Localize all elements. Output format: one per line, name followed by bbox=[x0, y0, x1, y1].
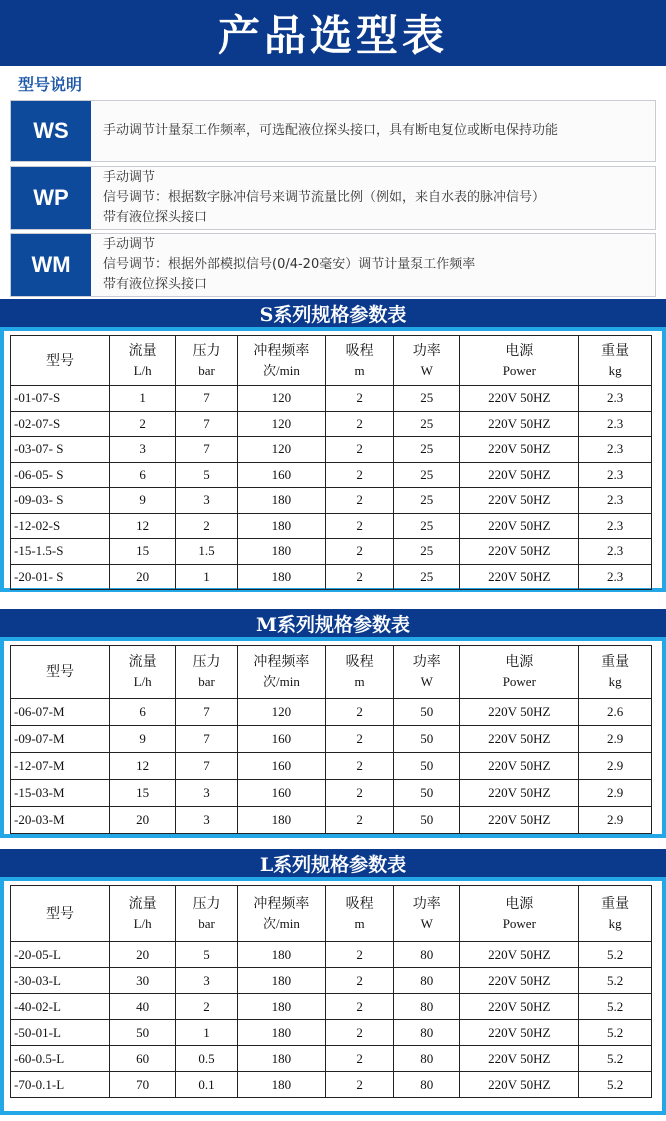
column-header bbox=[11, 336, 110, 386]
table-cell: 120 bbox=[237, 437, 325, 463]
spec-table-frame bbox=[0, 327, 666, 592]
column-header bbox=[176, 646, 238, 699]
table-cell: 20 bbox=[110, 807, 176, 834]
model-cell: -01-07-S bbox=[11, 386, 110, 412]
series-title: L系列规格参数表 bbox=[0, 849, 666, 877]
table-cell: 1 bbox=[176, 1020, 238, 1046]
table-cell: 180 bbox=[237, 513, 325, 539]
model-cell: -70-0.1-L bbox=[11, 1072, 110, 1098]
table-row bbox=[11, 462, 652, 488]
table-cell: 120 bbox=[237, 699, 325, 726]
table-cell: 2.3 bbox=[579, 513, 652, 539]
table-cell: 220V 50HZ bbox=[460, 968, 579, 994]
column-header-label: 功率 bbox=[412, 342, 441, 359]
column-header-label: 流量 bbox=[128, 895, 157, 912]
column-header-label: 型号 bbox=[46, 664, 75, 680]
table-cell: 9 bbox=[110, 488, 176, 514]
table-cell: 2 bbox=[325, 539, 393, 565]
column-header bbox=[11, 646, 110, 699]
table-cell: 7 bbox=[176, 699, 238, 726]
table-header-row bbox=[11, 886, 652, 942]
column-header bbox=[579, 886, 652, 942]
table-cell: 220V 50HZ bbox=[460, 942, 579, 968]
table-cell: 50 bbox=[394, 699, 460, 726]
table-cell: 5.2 bbox=[579, 968, 652, 994]
table-cell: 7 bbox=[176, 437, 238, 463]
model-description-line: 带有液位探头接口 bbox=[103, 210, 208, 225]
column-header bbox=[460, 646, 579, 699]
table-cell: 2.3 bbox=[579, 411, 652, 437]
table-cell: 2 bbox=[325, 807, 393, 834]
table-cell: 5.2 bbox=[579, 994, 652, 1020]
table-cell: 20 bbox=[110, 942, 176, 968]
table-cell: 2 bbox=[325, 462, 393, 488]
spec-table-frame bbox=[0, 637, 666, 838]
table-row bbox=[11, 1046, 652, 1072]
table-row bbox=[11, 513, 652, 539]
table-cell: 5.2 bbox=[579, 1046, 652, 1072]
table-cell: 3 bbox=[176, 488, 238, 514]
table-cell: 220V 50HZ bbox=[460, 1020, 579, 1046]
table-row bbox=[11, 699, 652, 726]
table-cell: 180 bbox=[237, 968, 325, 994]
table-cell: 40 bbox=[110, 994, 176, 1020]
column-header-unit: Power bbox=[502, 362, 536, 378]
table-cell: 120 bbox=[237, 386, 325, 412]
table-cell: 50 bbox=[394, 780, 460, 807]
table-cell: 80 bbox=[394, 1072, 460, 1098]
table-cell: 2 bbox=[325, 386, 393, 412]
table-row bbox=[11, 780, 652, 807]
column-header-unit: L/h bbox=[133, 674, 152, 689]
model-row-wm bbox=[10, 233, 656, 297]
column-header-label: 重量 bbox=[601, 342, 630, 359]
column-header bbox=[237, 886, 325, 942]
column-header bbox=[237, 646, 325, 699]
table-cell: 7 bbox=[176, 753, 238, 780]
table-cell: 50 bbox=[110, 1020, 176, 1046]
table-cell: 5.2 bbox=[579, 942, 652, 968]
spec-table-frame bbox=[0, 877, 666, 1115]
column-header-unit: W bbox=[420, 674, 433, 689]
table-row bbox=[11, 564, 652, 590]
table-cell: 220V 50HZ bbox=[460, 539, 579, 565]
column-header bbox=[11, 886, 110, 942]
table-cell: 80 bbox=[394, 1020, 460, 1046]
table-cell: 50 bbox=[394, 726, 460, 753]
model-cell: -60-0.5-L bbox=[11, 1046, 110, 1072]
table-cell: 30 bbox=[110, 968, 176, 994]
table-cell: 3 bbox=[176, 807, 238, 834]
column-header bbox=[325, 336, 393, 386]
column-header-label: 冲程频率 bbox=[253, 342, 310, 359]
table-cell: 25 bbox=[394, 462, 460, 488]
table-cell: 6 bbox=[110, 462, 176, 488]
table-cell: 2.9 bbox=[579, 753, 652, 780]
table-cell: 2.9 bbox=[579, 807, 652, 834]
column-header-label: 冲程频率 bbox=[253, 895, 310, 912]
model-description bbox=[103, 234, 647, 296]
column-header-label: 功率 bbox=[412, 895, 441, 912]
table-cell: 220V 50HZ bbox=[460, 780, 579, 807]
table-row bbox=[11, 488, 652, 514]
column-header-unit: W bbox=[420, 362, 433, 378]
table-cell: 5 bbox=[176, 462, 238, 488]
model-cell: -30-03-L bbox=[11, 968, 110, 994]
table-cell: 7 bbox=[176, 386, 238, 412]
column-header-unit: m bbox=[354, 674, 365, 689]
table-cell: 12 bbox=[110, 513, 176, 539]
column-header-label: 冲程频率 bbox=[253, 654, 310, 670]
column-header-unit: bar bbox=[198, 362, 215, 378]
table-cell: 2.3 bbox=[579, 437, 652, 463]
table-cell: 2 bbox=[325, 968, 393, 994]
column-header bbox=[325, 646, 393, 699]
column-header-label: 功率 bbox=[412, 654, 441, 670]
table-cell: 3 bbox=[176, 968, 238, 994]
table-cell: 25 bbox=[394, 411, 460, 437]
table-cell: 2 bbox=[325, 1020, 393, 1046]
column-header-label: 型号 bbox=[46, 905, 75, 922]
table-cell: 180 bbox=[237, 488, 325, 514]
table-cell: 220V 50HZ bbox=[460, 699, 579, 726]
model-cell: -12-02-S bbox=[11, 513, 110, 539]
column-header-label: 吸程 bbox=[345, 895, 374, 912]
column-header-label: 压力 bbox=[192, 654, 221, 670]
model-row-ws bbox=[10, 100, 656, 162]
table-cell: 50 bbox=[394, 753, 460, 780]
table-cell: 2 bbox=[176, 994, 238, 1020]
model-cell: -40-02-L bbox=[11, 994, 110, 1020]
table-cell: 15 bbox=[110, 780, 176, 807]
table-cell: 2 bbox=[325, 488, 393, 514]
column-header-label: 流量 bbox=[128, 342, 157, 359]
model-description bbox=[103, 167, 647, 229]
column-header-label: 型号 bbox=[46, 352, 75, 369]
table-cell: 160 bbox=[237, 726, 325, 753]
column-header bbox=[176, 336, 238, 386]
table-cell: 2.3 bbox=[579, 386, 652, 412]
model-description bbox=[103, 101, 647, 161]
column-header-unit: kg bbox=[608, 674, 622, 689]
model-cell: -50-01-L bbox=[11, 1020, 110, 1046]
model-cell: -02-07-S bbox=[11, 411, 110, 437]
table-row bbox=[11, 437, 652, 463]
table-header-row bbox=[11, 336, 652, 386]
table-row bbox=[11, 753, 652, 780]
table-cell: 2.9 bbox=[579, 780, 652, 807]
column-header-label: 流量 bbox=[128, 654, 157, 670]
model-cell: -12-07-M bbox=[11, 753, 110, 780]
model-cell: -06-05- S bbox=[11, 462, 110, 488]
model-description-line: 带有液位探头接口 bbox=[103, 277, 208, 292]
table-cell: 5.2 bbox=[579, 1020, 652, 1046]
table-cell: 2 bbox=[176, 513, 238, 539]
table-cell: 220V 50HZ bbox=[460, 753, 579, 780]
table-cell: 220V 50HZ bbox=[460, 488, 579, 514]
model-code: WS bbox=[11, 101, 91, 161]
table-cell: 25 bbox=[394, 488, 460, 514]
column-header bbox=[579, 336, 652, 386]
table-cell: 60 bbox=[110, 1046, 176, 1072]
model-cell: -15-1.5-S bbox=[11, 539, 110, 565]
table-cell: 220V 50HZ bbox=[460, 994, 579, 1020]
model-description-line: 手动调节 bbox=[103, 237, 156, 252]
model-description-line: 手动调节计量泵工作频率，可选配液位探头接口，具有断电复位或断电保持功能 bbox=[103, 123, 559, 138]
table-cell: 9 bbox=[110, 726, 176, 753]
table-row bbox=[11, 386, 652, 412]
table-cell: 7 bbox=[176, 726, 238, 753]
table-cell: 2 bbox=[325, 1046, 393, 1072]
column-header bbox=[460, 886, 579, 942]
table-header-row bbox=[11, 646, 652, 699]
table-cell: 220V 50HZ bbox=[460, 1072, 579, 1098]
column-header-label: 重量 bbox=[601, 654, 630, 670]
table-cell: 12 bbox=[110, 753, 176, 780]
column-header bbox=[110, 336, 176, 386]
table-cell: 220V 50HZ bbox=[460, 1046, 579, 1072]
column-header bbox=[394, 336, 460, 386]
table-cell: 2.3 bbox=[579, 462, 652, 488]
table-cell: 0.1 bbox=[176, 1072, 238, 1098]
table-cell: 50 bbox=[394, 807, 460, 834]
column-header-unit: L/h bbox=[133, 915, 152, 931]
table-cell: 70 bbox=[110, 1072, 176, 1098]
column-header bbox=[579, 646, 652, 699]
table-cell: 2 bbox=[325, 699, 393, 726]
column-header-label: 重量 bbox=[601, 895, 630, 912]
table-row bbox=[11, 411, 652, 437]
table-cell: 80 bbox=[394, 1046, 460, 1072]
column-header-unit: bar bbox=[198, 915, 215, 931]
column-header-unit: 次/min bbox=[262, 915, 300, 931]
spec-table bbox=[10, 335, 652, 590]
table-row bbox=[11, 994, 652, 1020]
model-code: WM bbox=[11, 234, 91, 296]
table-cell: 5.2 bbox=[579, 1072, 652, 1098]
table-cell: 120 bbox=[237, 411, 325, 437]
table-cell: 160 bbox=[237, 780, 325, 807]
model-explain-heading: 型号说明 bbox=[18, 75, 83, 94]
table-cell: 2 bbox=[325, 1072, 393, 1098]
table-cell: 180 bbox=[237, 1020, 325, 1046]
table-cell: 1 bbox=[110, 386, 176, 412]
column-header-label: 电源 bbox=[505, 342, 534, 359]
table-cell: 2 bbox=[325, 753, 393, 780]
page-title: 产品选型表 bbox=[0, 0, 666, 66]
table-cell: 220V 50HZ bbox=[460, 513, 579, 539]
column-header bbox=[176, 886, 238, 942]
column-header-label: 压力 bbox=[192, 342, 221, 359]
table-cell: 20 bbox=[110, 564, 176, 590]
table-cell: 220V 50HZ bbox=[460, 807, 579, 834]
column-header-unit: m bbox=[354, 362, 365, 378]
table-row bbox=[11, 968, 652, 994]
spec-table bbox=[10, 645, 652, 834]
table-cell: 25 bbox=[394, 437, 460, 463]
column-header bbox=[110, 646, 176, 699]
table-cell: 2 bbox=[325, 437, 393, 463]
table-cell: 160 bbox=[237, 462, 325, 488]
model-cell: -03-07- S bbox=[11, 437, 110, 463]
column-header-label: 吸程 bbox=[345, 342, 374, 359]
table-row bbox=[11, 539, 652, 565]
table-cell: 180 bbox=[237, 942, 325, 968]
table-cell: 2 bbox=[325, 994, 393, 1020]
column-header-unit: Power bbox=[502, 915, 536, 931]
model-cell: -20-03-M bbox=[11, 807, 110, 834]
table-cell: 25 bbox=[394, 539, 460, 565]
table-cell: 2.6 bbox=[579, 699, 652, 726]
column-header-unit: kg bbox=[608, 915, 622, 931]
table-cell: 180 bbox=[237, 807, 325, 834]
table-cell: 2 bbox=[325, 513, 393, 539]
table-cell: 180 bbox=[237, 994, 325, 1020]
table-row bbox=[11, 726, 652, 753]
table-cell: 2 bbox=[110, 411, 176, 437]
table-cell: 180 bbox=[237, 1072, 325, 1098]
table-cell: 220V 50HZ bbox=[460, 726, 579, 753]
table-row bbox=[11, 807, 652, 834]
model-row-wp bbox=[10, 166, 656, 230]
table-cell: 220V 50HZ bbox=[460, 564, 579, 590]
table-cell: 2 bbox=[325, 942, 393, 968]
table-cell: 180 bbox=[237, 564, 325, 590]
column-header bbox=[460, 336, 579, 386]
model-cell: -20-05-L bbox=[11, 942, 110, 968]
table-cell: 2 bbox=[325, 780, 393, 807]
table-cell: 80 bbox=[394, 942, 460, 968]
series-title: S系列规格参数表 bbox=[0, 299, 666, 327]
column-header-label: 电源 bbox=[505, 895, 534, 912]
column-header-label: 吸程 bbox=[345, 654, 374, 670]
table-cell: 2.9 bbox=[579, 726, 652, 753]
column-header-unit: 次/min bbox=[262, 674, 300, 689]
column-header-unit: m bbox=[354, 915, 365, 931]
table-cell: 25 bbox=[394, 513, 460, 539]
column-header-label: 压力 bbox=[192, 895, 221, 912]
table-cell: 2 bbox=[325, 411, 393, 437]
column-header-unit: bar bbox=[198, 674, 215, 689]
table-cell: 25 bbox=[394, 564, 460, 590]
table-cell: 0.5 bbox=[176, 1046, 238, 1072]
table-cell: 180 bbox=[237, 1046, 325, 1072]
model-cell: -06-07-M bbox=[11, 699, 110, 726]
table-row bbox=[11, 1020, 652, 1046]
column-header-unit: W bbox=[420, 915, 433, 931]
table-cell: 3 bbox=[176, 780, 238, 807]
model-cell: -20-01- S bbox=[11, 564, 110, 590]
table-cell: 7 bbox=[176, 411, 238, 437]
table-cell: 2.3 bbox=[579, 564, 652, 590]
model-cell: -09-07-M bbox=[11, 726, 110, 753]
spec-table bbox=[10, 885, 652, 1098]
table-cell: 2 bbox=[325, 564, 393, 590]
table-cell: 2 bbox=[325, 726, 393, 753]
table-cell: 80 bbox=[394, 968, 460, 994]
column-header bbox=[394, 646, 460, 699]
table-cell: 2.3 bbox=[579, 539, 652, 565]
column-header bbox=[237, 336, 325, 386]
table-cell: 220V 50HZ bbox=[460, 411, 579, 437]
table-row bbox=[11, 942, 652, 968]
model-code: WP bbox=[11, 167, 91, 229]
table-cell: 1.5 bbox=[176, 539, 238, 565]
table-cell: 5 bbox=[176, 942, 238, 968]
table-cell: 2.3 bbox=[579, 488, 652, 514]
model-cell: -15-03-M bbox=[11, 780, 110, 807]
table-cell: 180 bbox=[237, 539, 325, 565]
model-description-line: 手动调节 bbox=[103, 170, 156, 185]
table-cell: 80 bbox=[394, 994, 460, 1020]
series-title: M系列规格参数表 bbox=[0, 609, 666, 637]
table-row bbox=[11, 1072, 652, 1098]
column-header-unit: kg bbox=[608, 362, 622, 378]
table-cell: 6 bbox=[110, 699, 176, 726]
column-header bbox=[394, 886, 460, 942]
column-header bbox=[325, 886, 393, 942]
column-header-unit: 次/min bbox=[262, 362, 300, 378]
table-cell: 160 bbox=[237, 753, 325, 780]
model-description-line: 信号调节：根据数字脉冲信号来调节流量比例（例如，来自水表的脉冲信号） bbox=[103, 190, 546, 205]
column-header bbox=[110, 886, 176, 942]
table-cell: 1 bbox=[176, 564, 238, 590]
column-header-unit: L/h bbox=[133, 362, 152, 378]
table-cell: 220V 50HZ bbox=[460, 437, 579, 463]
column-header-unit: Power bbox=[502, 674, 536, 689]
table-cell: 220V 50HZ bbox=[460, 386, 579, 412]
table-cell: 15 bbox=[110, 539, 176, 565]
table-cell: 25 bbox=[394, 386, 460, 412]
column-header-label: 电源 bbox=[505, 654, 534, 670]
model-cell: -09-03- S bbox=[11, 488, 110, 514]
table-cell: 3 bbox=[110, 437, 176, 463]
table-cell: 220V 50HZ bbox=[460, 462, 579, 488]
model-description-line: 信号调节：根据外部模拟信号(0/4-20毫安）调节计量泵工作频率 bbox=[103, 257, 476, 272]
